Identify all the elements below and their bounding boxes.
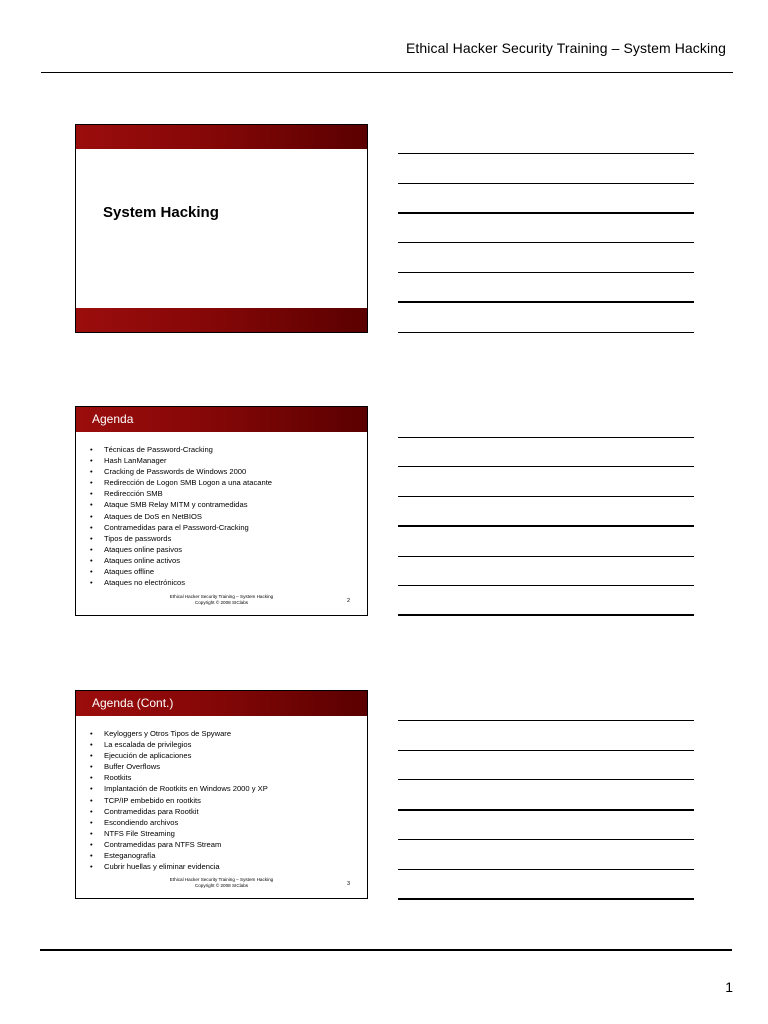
list-item: • Ataques no electrónicos [90,577,357,588]
notes-line [398,332,694,333]
slide-bottom-bar [76,308,367,332]
slide-footer-title: Ethical Hacker Security Training – System Hacking [169,594,274,599]
header-divider [41,72,733,73]
slide-3-agenda-cont [75,690,368,899]
notes-line [398,556,694,557]
list-item: • Ataque SMB Relay MITM y contramedidas [90,499,357,510]
list-item: • Rootkits [90,772,357,783]
notes-line [398,750,694,751]
list-item: • Redirección de Logon SMB Logon a una atacante [90,477,357,488]
notes-line [398,809,694,811]
list-item: • Contramedidas para el Password-Cracking [90,522,357,533]
notes-line [398,720,694,721]
notes-line [398,869,694,870]
notes-line [398,525,694,527]
list-item: • Buffer Overflows [90,761,357,772]
list-item: • Contramedidas para Rootkit [90,806,357,817]
slide-footer-copyright: Copyright © 2008 SIClabs [194,600,249,605]
list-item: • Implantación de Rootkits en Windows 2000 y XP [90,783,357,794]
list-item: • La escalada de privilegios [90,739,357,750]
slide-1-title [75,124,368,333]
list-item: • Ejecución de aplicaciones [90,750,357,761]
list-item: • Ataques offline [90,566,357,577]
notes-line [398,496,694,497]
notes-line [398,437,694,438]
notes-line [398,466,694,467]
list-item: • Keyloggers y Otros Tipos de Spyware [90,728,357,739]
agenda-list [90,444,357,588]
page-header-title: Ethical Hacker Security Training – System Hacking [405,40,726,56]
list-item: • Técnicas de Password-Cracking [90,444,357,455]
list-item: • Contramedidas para NTFS Stream [90,839,357,850]
notes-line [398,183,694,184]
slide-footer-copyright: Copyright © 2008 SIClabs [194,883,249,888]
list-item: • Ataques online activos [90,555,357,566]
list-item: • Cracking de Passwords de Windows 2000 [90,466,357,477]
slide-title-bar: Agenda [76,407,367,432]
page-number: 1 [725,979,733,995]
agenda-list [90,728,357,872]
notes-line [398,212,694,214]
slide-footer [76,877,367,889]
slide-number: 3 [346,881,350,887]
notes-line [398,839,694,840]
list-item: • Tipos de passwords [90,533,357,544]
notes-line [398,614,694,616]
list-item: • Escondiendo archivos [90,817,357,828]
slide-title: System Hacking [103,204,219,221]
slide-title-bar: Agenda (Cont.) [76,691,367,716]
notes-line [398,153,694,154]
list-item: • Ataques de DoS en NetBIOS [90,511,357,522]
slide-number: 2 [346,598,350,604]
list-item: • Redirección SMB [90,488,357,499]
notes-line [398,301,694,303]
list-item: • TCP/IP embebido en rootkits [90,795,357,806]
list-item: • Hash LanManager [90,455,357,466]
footer-divider [40,949,732,951]
list-item: • Esteganografía [90,850,357,861]
list-item: • NTFS File Streaming [90,828,357,839]
slide-footer [76,594,367,606]
notes-line [398,585,694,586]
notes-line [398,898,694,900]
slide-2-agenda [75,406,368,616]
list-item: • Cubrir huellas y eliminar evidencia [90,861,357,872]
notes-line [398,242,694,243]
list-item: • Ataques online pasivos [90,544,357,555]
notes-line [398,779,694,780]
notes-line [398,272,694,273]
slide-top-bar [76,125,367,149]
slide-footer-title: Ethical Hacker Security Training – System Hacking [169,877,274,882]
